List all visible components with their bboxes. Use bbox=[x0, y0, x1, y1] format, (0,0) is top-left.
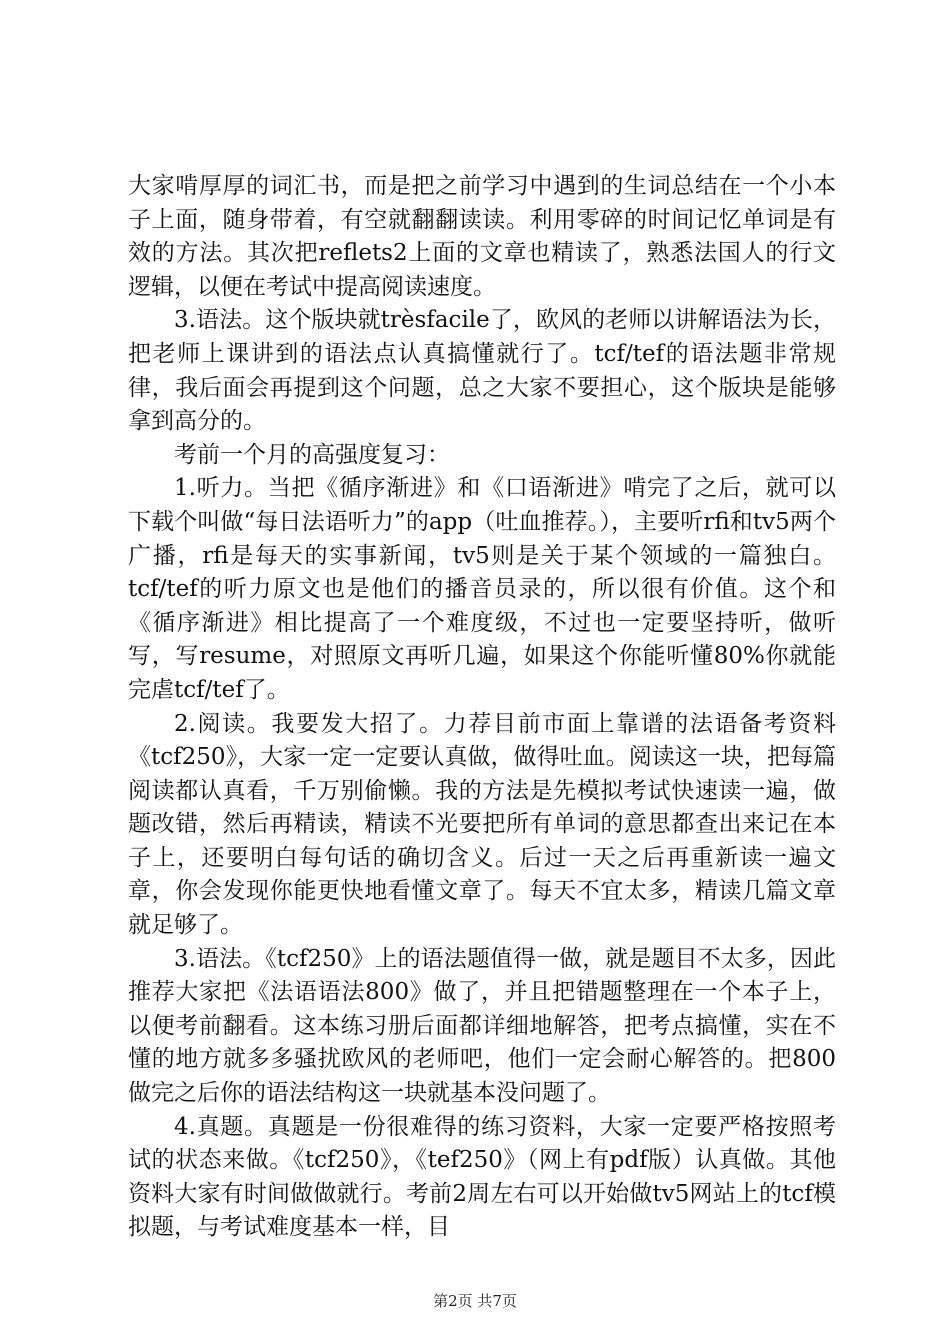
paragraph-grammar-basics: 3.语法。这个版块就trèsfacile了，欧风的老师以讲解语法为长，把老师上课讲到的语法点认真搞懂就行了。tcf/tef的语法题非常规律，我后面会再提到这个问题，总之大家不要担心，这个版块是能够拿到高分的。 bbox=[128, 307, 836, 435]
document-body bbox=[128, 170, 836, 1245]
paragraph-reading: 2.阅读。我要发大招了。力荐目前市面上靠谱的法语备考资料《tcf250》，大家一定一定要认真做，做得吐血。阅读这一块，把每篇阅读都认真看，千万别偷懒。我的方法是先模拟考试快速读一遍，做题改错，然后再精读，精读不光要把所有单词的意思都查出来记在本子上，还要明白每句话的确切含义。后过一天之后再重新读一遍文章，你会发现你能更快地看懂文章了。每天不宜太多，精读几篇文章就足够了。 bbox=[128, 710, 836, 939]
page-number-footer: 第2页 共7页 bbox=[433, 1292, 517, 1310]
paragraph-past-exams: 4.真题。真题是一份很难得的练习资料，大家一定要严格按照考试的状态来做。《tcf250》，《tef250》（网上有pdf版）认真做。其他资料大家有时间做做就行。考前2周左右可以开始做tv5网站上的tcf模拟题，与考试难度基本一样，目 bbox=[128, 1113, 836, 1241]
paragraph-vocabulary-continued: 大家啃厚厚的词汇书，而是把之前学习中遇到的生词总结在一个小本子上面，随身带着，有空就翻翻读读。利用零碎的时间记忆单词是有效的方法。其次把reflets2上面的文章也精读了，熟悉法国人的行文逻辑，以便在考试中提高阅读速度。 bbox=[128, 173, 836, 300]
paragraph-listening: 1.听力。当把《循序渐进》和《口语渐进》啃完了之后，就可以下载个叫做“每日法语听力”的app（吐血推荐。），主要听rfi和tv5两个广播，rfi是每天的实事新闻，tv5则是关于某个领域的一篇独白。tcf/tef的听力原文也是他们的播音员录的，所以很有价值。这个和《循序渐进》相比提高了一个难度级，不过也一定要坚持听，做听写，写resume，对照原文再听几遍，如果这个你能听懂80%你就能完虐tcf/tef了。 bbox=[128, 475, 836, 703]
paragraph-review-heading: 考前一个月的高强度复习： bbox=[174, 441, 450, 468]
paragraph-grammar-practice: 3.语法。《tcf250》上的语法题值得一做，就是题目不太多，因此推荐大家把《法语语法800》做了，并且把错题整理在一个本子上，以便考前翻看。这本练习册后面都详细地解答，把考点搞懂，实在不懂的地方就多多骚扰欧风的老师吧，他们一定会耐心解答的。把800做完之后你的语法结构这一块就基本没问题了。 bbox=[128, 945, 836, 1107]
